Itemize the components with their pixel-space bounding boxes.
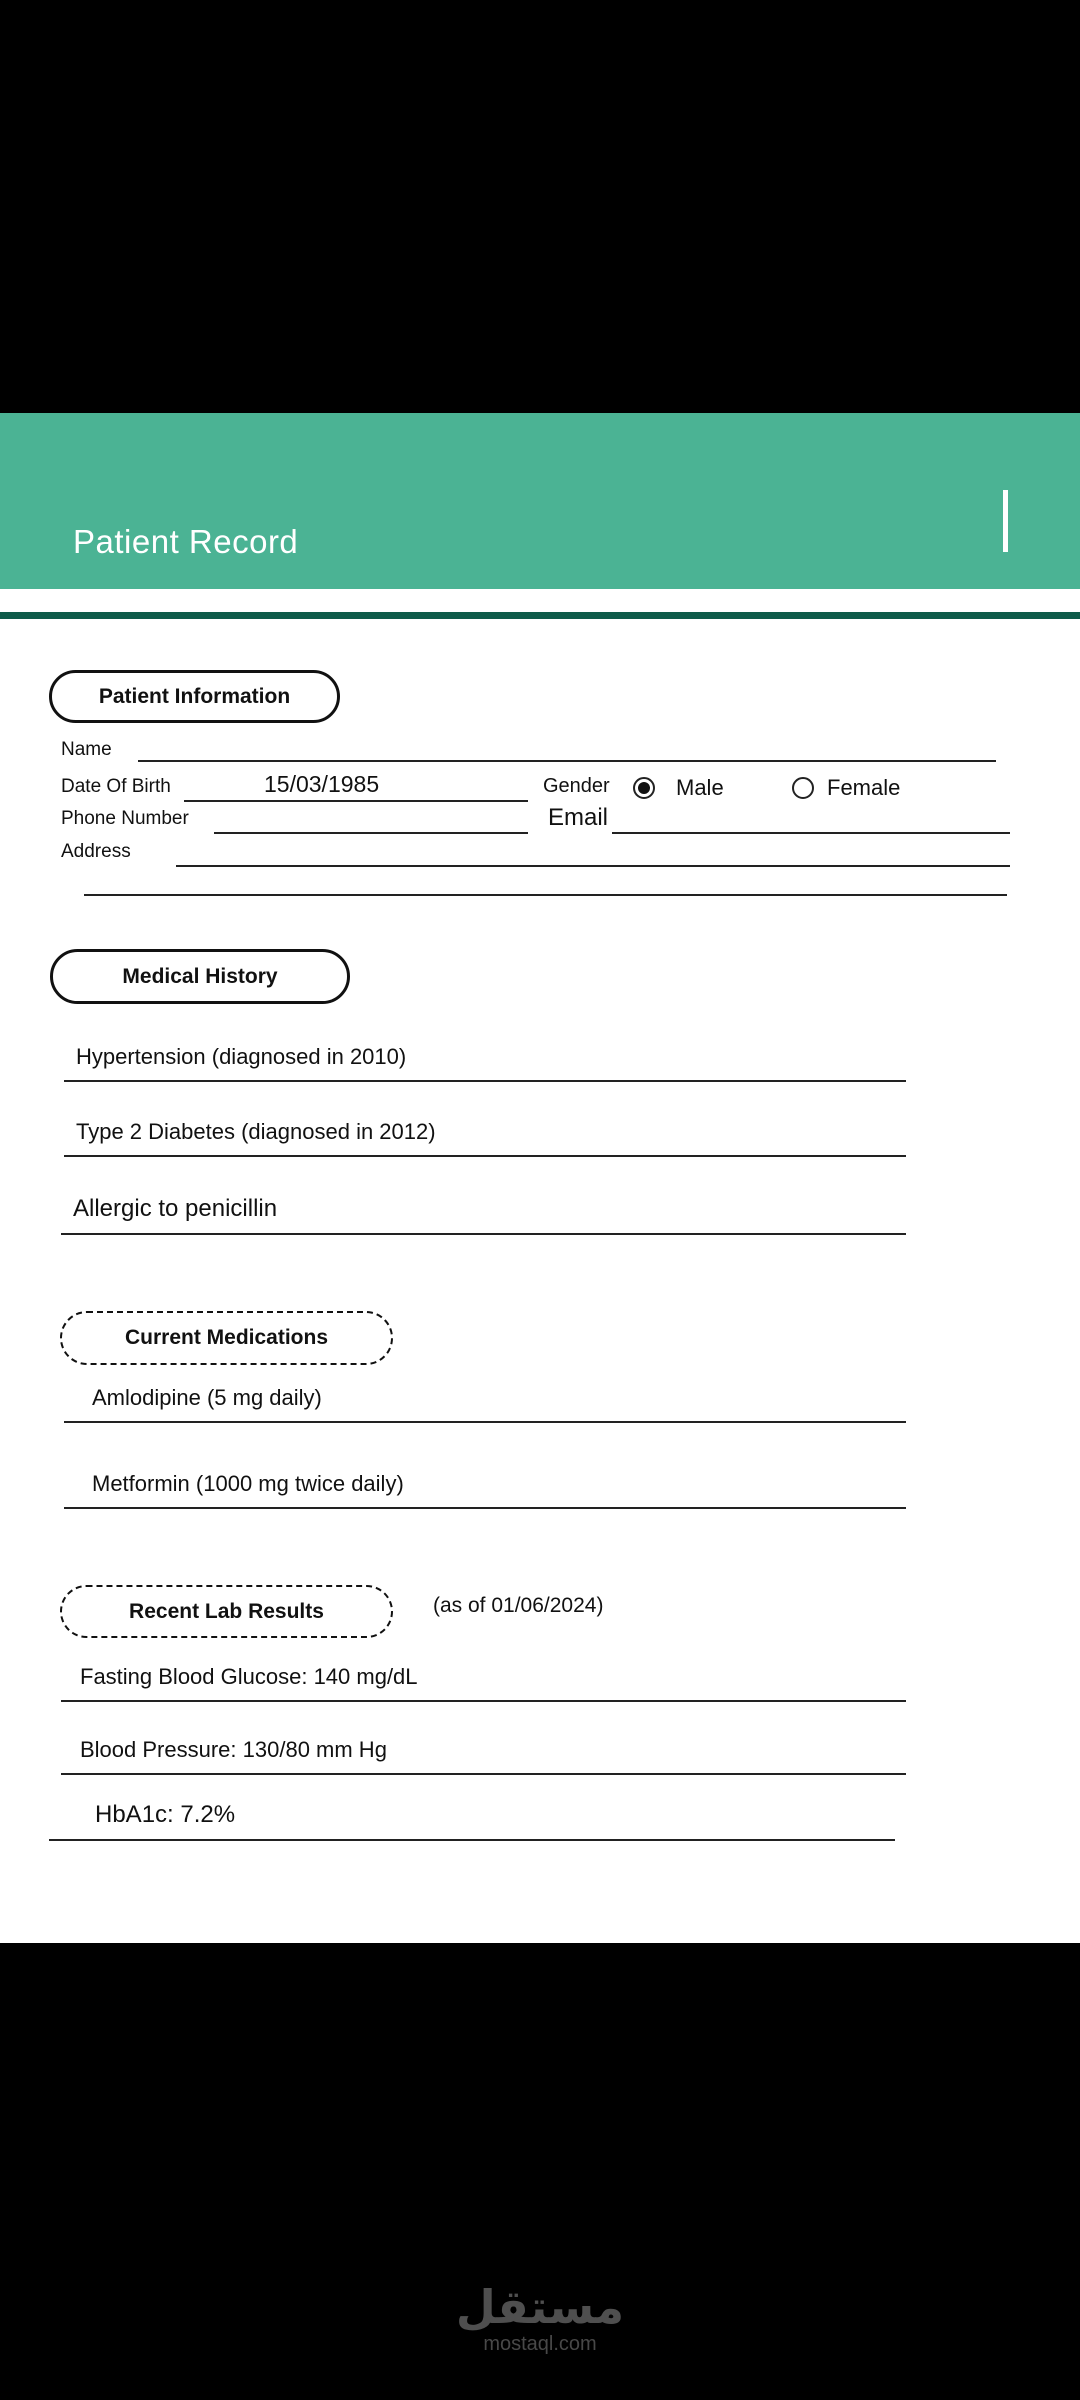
address-field-line-2[interactable] <box>84 894 1007 896</box>
recent-lab-results-chip[interactable] <box>60 1585 393 1638</box>
footer-area <box>0 1943 1080 2400</box>
text-cursor <box>1003 490 1008 552</box>
medical-history-chip-label: Medical History <box>122 964 278 988</box>
gender-female-label: Female <box>827 775 901 800</box>
medical-history-entry[interactable]: Allergic to penicillin <box>61 1195 906 1235</box>
address-field-line[interactable] <box>176 865 1010 867</box>
header-divider <box>0 612 1080 619</box>
current-medications-chip[interactable] <box>60 1311 393 1365</box>
patient-information-chip[interactable] <box>49 670 340 723</box>
recent-lab-results-chip-label: Recent Lab Results <box>129 1599 324 1623</box>
mostaql-site-text: mostaql.com <box>483 2333 597 2356</box>
gender-label: Gender <box>543 775 610 797</box>
medication-entry[interactable]: Metformin (1000 mg twice daily) <box>64 1471 906 1509</box>
lab-result-entry[interactable]: HbA1c: 7.2% <box>49 1801 895 1841</box>
watermark <box>0 2280 1080 2356</box>
gender-male-radio[interactable] <box>633 777 655 799</box>
lab-result-entry[interactable]: Blood Pressure: 130/80 mm Hg <box>61 1737 906 1775</box>
dob-value: 15/03/1985 <box>264 771 380 797</box>
medication-entry[interactable]: Amlodipine (5 mg daily) <box>64 1385 906 1423</box>
name-field-line[interactable] <box>138 760 996 762</box>
mostaql-logo: مستقل <box>455 2280 625 2334</box>
medical-history-entry[interactable]: Type 2 Diabetes (diagnosed in 2012) <box>64 1119 906 1157</box>
gender-male-label: Male <box>676 775 724 800</box>
name-row <box>0 737 1080 763</box>
current-medications-chip-label: Current Medications <box>124 1326 329 1349</box>
patient-information-chip-label: Patient Information <box>98 684 291 708</box>
email-label: Email <box>548 804 609 831</box>
address-row <box>0 834 1080 868</box>
phone-label: Phone Number <box>61 808 189 829</box>
app-header <box>0 413 1080 589</box>
name-label: Name <box>61 739 112 760</box>
medical-history-chip[interactable] <box>50 949 350 1004</box>
dob-gender-row <box>0 769 1080 803</box>
lab-result-entry[interactable]: Fasting Blood Glucose: 140 mg/dL <box>61 1664 906 1702</box>
dob-label: Date Of Birth <box>61 776 171 797</box>
address-label: Address <box>61 841 131 862</box>
lab-results-date-note: (as of 01/06/2024) <box>433 1594 604 1617</box>
gender-female-radio[interactable] <box>792 777 814 799</box>
phone-email-row <box>0 801 1080 835</box>
page-title: Patient Record <box>73 523 299 560</box>
medical-history-entry[interactable]: Hypertension (diagnosed in 2010) <box>64 1044 906 1082</box>
patient-record-form <box>0 589 1080 1943</box>
